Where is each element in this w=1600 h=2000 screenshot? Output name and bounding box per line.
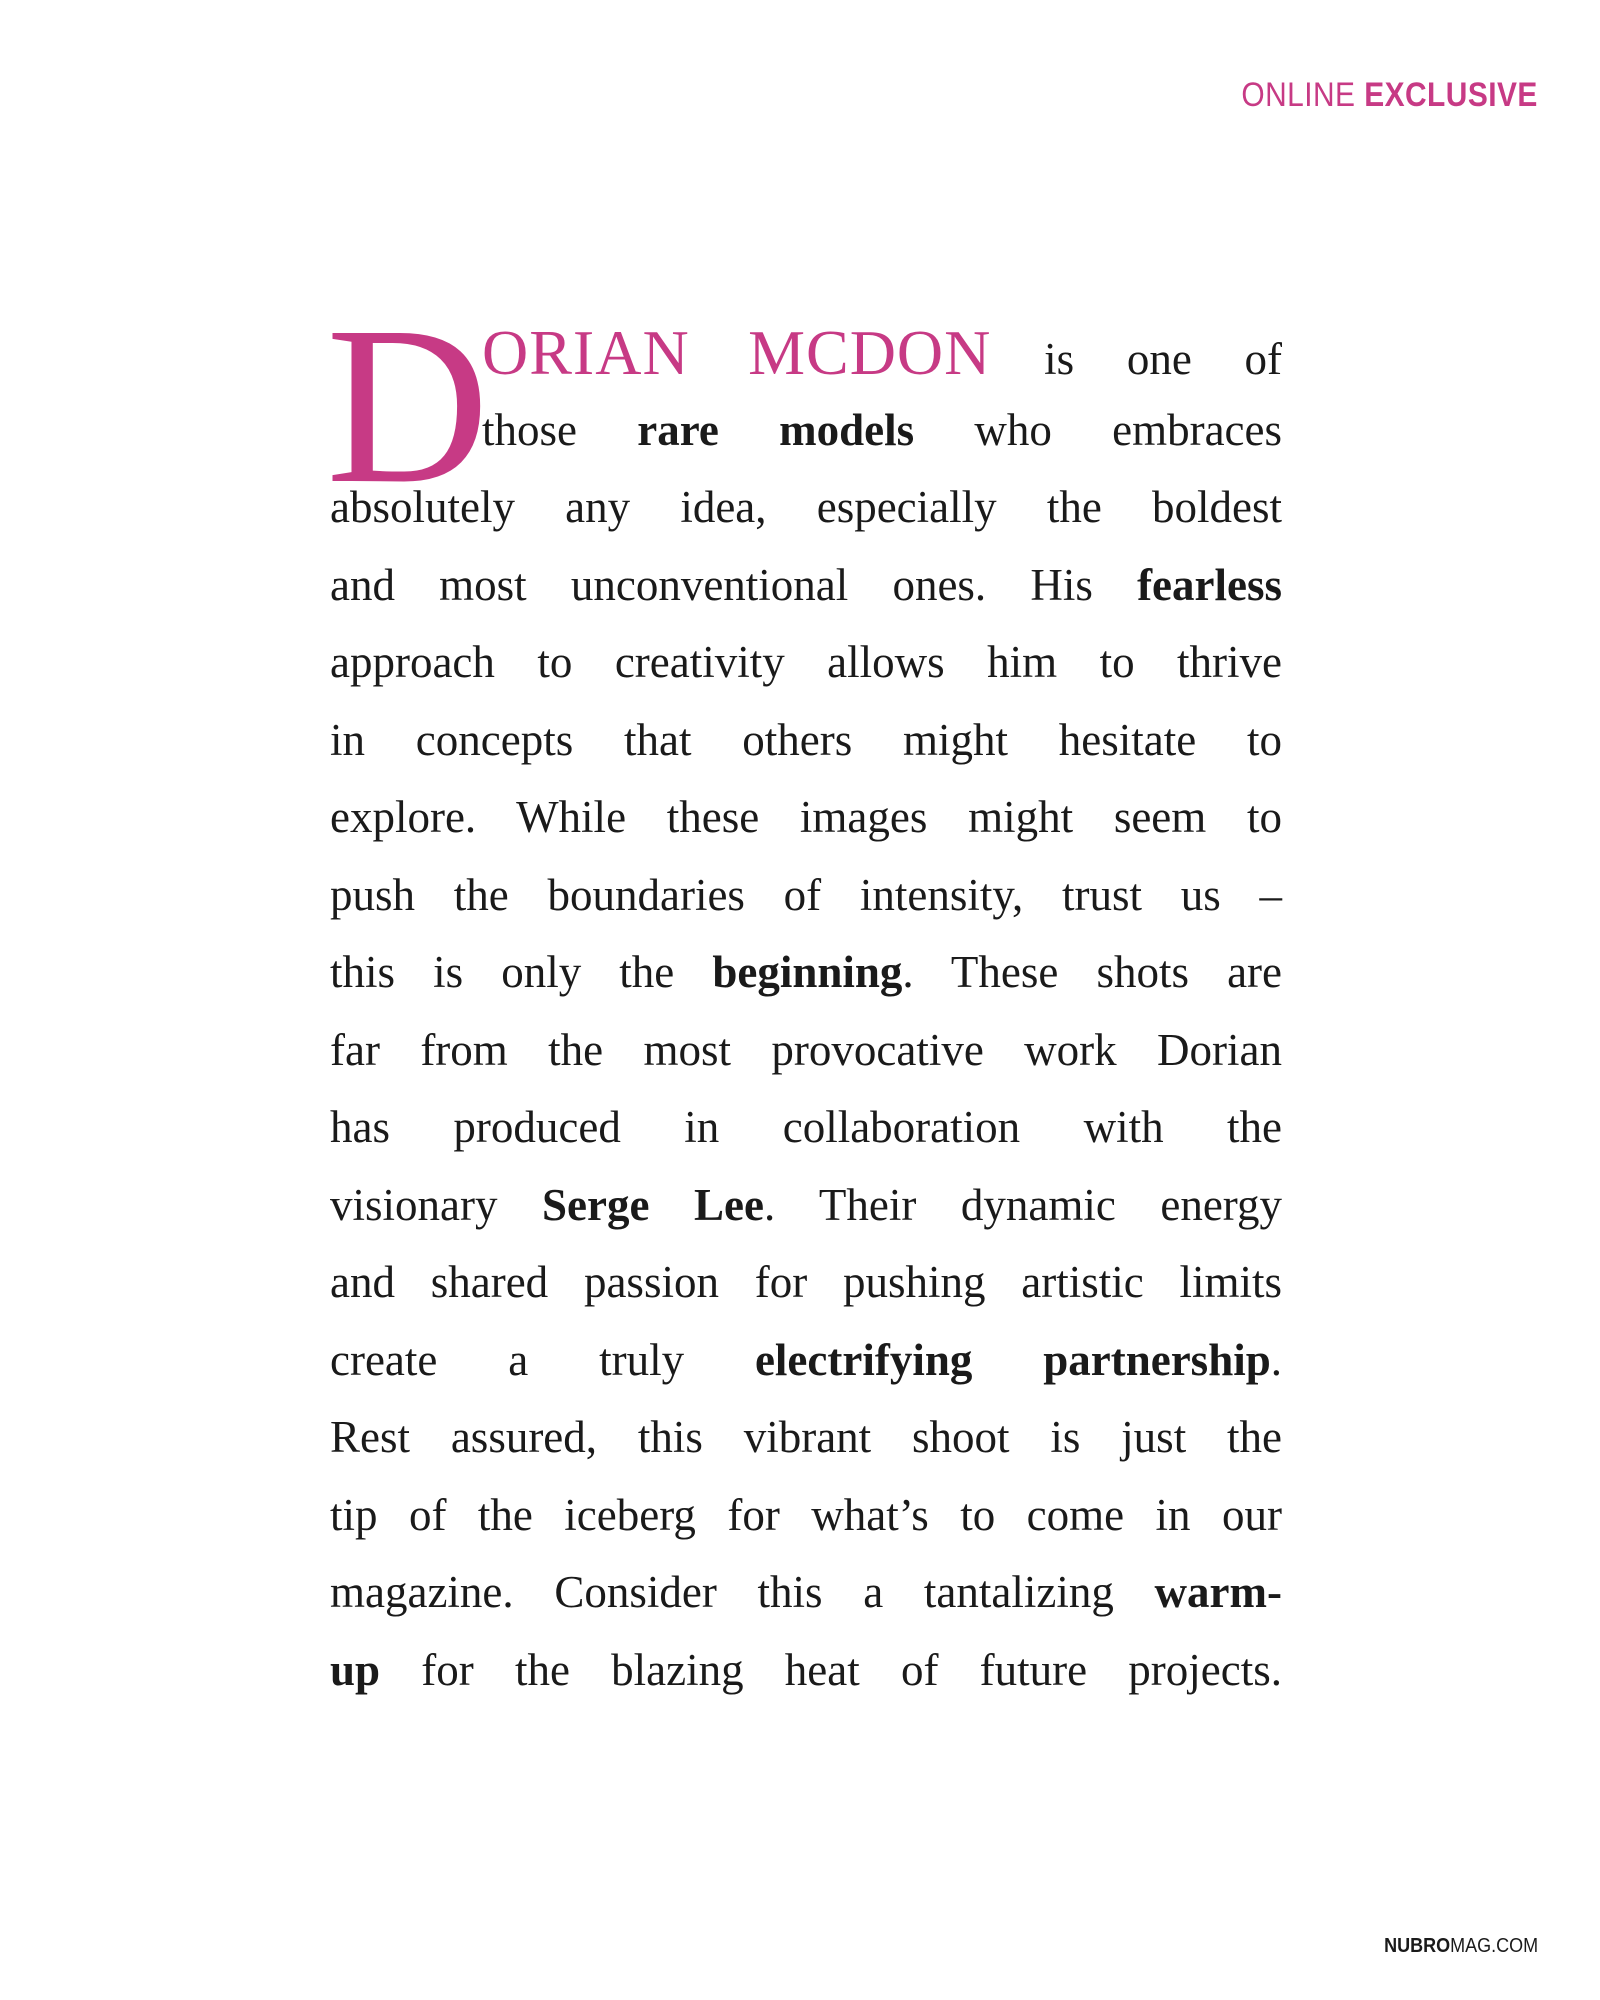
text-line bbox=[330, 1477, 1282, 1555]
body-text: explore. While these images might seem to bbox=[330, 792, 1282, 842]
text-line bbox=[330, 857, 1282, 935]
text-line bbox=[330, 1167, 1282, 1245]
text-line bbox=[330, 1089, 1282, 1167]
emphasis-text: up bbox=[330, 1644, 381, 1695]
body-text: and shared passion for pushing artistic limits bbox=[330, 1257, 1282, 1307]
body-text: push the boundaries of intensity, trust us – bbox=[330, 869, 1282, 920]
emphasis-text: rare models bbox=[637, 404, 915, 455]
body-text: approach to creativity allows him to thrive bbox=[330, 637, 1282, 687]
emphasis-text: fearless bbox=[1137, 559, 1282, 610]
text-line bbox=[330, 624, 1282, 702]
body-text: this is only the bbox=[330, 947, 713, 997]
body-text: magazine. Consider this a tantalizing bbox=[330, 1567, 1155, 1617]
text-line bbox=[330, 547, 1282, 625]
emphasis-text: warm- bbox=[1154, 1567, 1282, 1617]
drop-cap: D bbox=[326, 280, 490, 530]
article-body bbox=[326, 280, 1282, 1709]
body-text: is one of bbox=[991, 334, 1282, 384]
body-text: has produced in collaboration with the bbox=[330, 1102, 1282, 1152]
lead-name: ORIAN MCDON bbox=[482, 317, 992, 388]
text-line bbox=[330, 779, 1282, 857]
body-text: in concepts that others might hesitate to bbox=[330, 714, 1282, 765]
body-text: absolutely any idea, especially the boldest bbox=[330, 482, 1282, 532]
body-text: . Their dynamic energy bbox=[763, 1179, 1282, 1230]
site-domain: MAG.COM bbox=[1449, 1935, 1538, 1957]
online-exclusive-tag bbox=[1242, 76, 1538, 115]
text-line bbox=[330, 1012, 1282, 1090]
body-text: Rest assured, this vibrant shoot is just the bbox=[330, 1412, 1282, 1462]
body-text: . These shots are bbox=[902, 947, 1282, 997]
site-url bbox=[1384, 1935, 1538, 1958]
text-line bbox=[330, 702, 1282, 780]
tag-exclusive: EXCLUSIVE bbox=[1364, 76, 1538, 114]
body-text: far from the most provocative work Dorian bbox=[330, 1024, 1282, 1075]
text-line bbox=[330, 1322, 1282, 1400]
body-text: for the blazing heat of future projects. bbox=[380, 1644, 1282, 1695]
emphasis-text: beginning bbox=[712, 947, 903, 997]
body-text: create a truly bbox=[330, 1334, 755, 1385]
body-text: . bbox=[1270, 1334, 1282, 1385]
text-line bbox=[330, 1399, 1282, 1477]
text-line bbox=[330, 1244, 1282, 1322]
text-line bbox=[330, 1554, 1282, 1632]
emphasis-text: electrifying partnership bbox=[754, 1334, 1271, 1385]
text-line bbox=[330, 934, 1282, 1012]
tag-online: ONLINE bbox=[1241, 76, 1365, 114]
body-text: tip of the iceberg for what’s to come in our bbox=[330, 1489, 1282, 1540]
body-text: those bbox=[482, 404, 638, 455]
text-line bbox=[330, 1632, 1282, 1710]
body-text: and most unconventional ones. His bbox=[330, 559, 1138, 610]
body-text: who embraces bbox=[914, 404, 1282, 455]
body-text: visionary bbox=[330, 1179, 543, 1230]
emphasis-text: Serge Lee bbox=[542, 1179, 764, 1230]
site-brand: NUBRO bbox=[1383, 1935, 1450, 1957]
